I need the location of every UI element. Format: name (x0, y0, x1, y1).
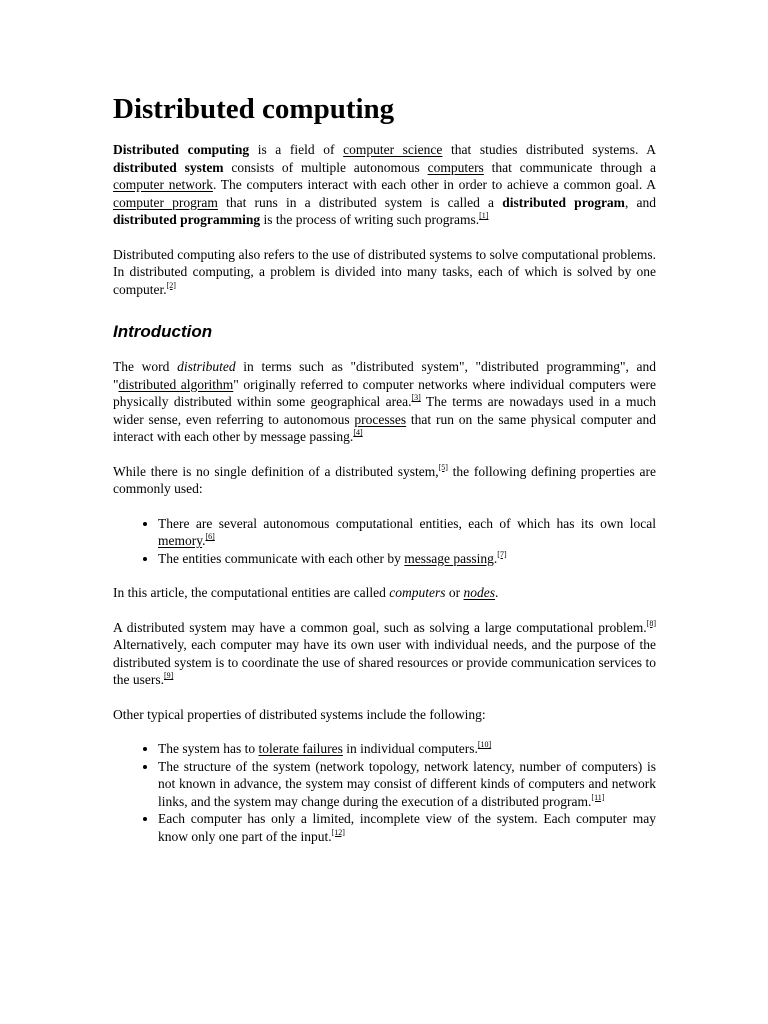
link-processes[interactable]: processes (354, 411, 407, 427)
page-title: Distributed computing (113, 93, 395, 125)
citation (478, 740, 491, 749)
citation (412, 393, 421, 402)
text: There are several autonomous computational entities, each of which has its own local (158, 515, 656, 531)
text: . (202, 533, 206, 548)
link-computer-network[interactable]: computer network (113, 177, 213, 192)
list-item (158, 758, 656, 811)
link-computer-science[interactable]: computer science (343, 142, 443, 157)
text: or (445, 585, 464, 600)
text: In this article, the computational entities are called (113, 585, 390, 600)
italic-term: computers (389, 585, 446, 600)
list-item (158, 550, 656, 568)
text: that communicate through a (483, 159, 656, 175)
list-item (158, 740, 656, 758)
citation (353, 428, 362, 437)
bold-term: distributed program (502, 194, 625, 210)
text: that run on the same physical computer and interact with each other by message passing. (113, 411, 656, 444)
citation (497, 550, 506, 559)
citation-link-4[interactable]: [4] (353, 428, 363, 437)
citation-link-3[interactable]: [3] (411, 393, 421, 402)
intro-paragraph-2 (113, 246, 656, 299)
link-distributed-algorithm[interactable]: distributed algorithm (118, 376, 234, 392)
text: consists of multiple autonomous (223, 159, 428, 175)
text: The word (113, 359, 178, 374)
text: While there is no single definition of a distributed system, (113, 463, 439, 479)
intro-paragraph-1 (113, 141, 656, 229)
introduction-paragraph-5: Other typical properties of distributed systems include the following: (113, 706, 486, 722)
bold-term: distributed system (113, 159, 224, 175)
introduction-paragraph-2 (113, 463, 656, 498)
list-item (158, 810, 656, 845)
document-page (113, 92, 656, 862)
citation (591, 793, 604, 802)
citation-link-12[interactable]: [12] (331, 827, 345, 837)
citation-link-6[interactable]: [6] (205, 532, 215, 541)
bold-term: distributed programming (113, 212, 261, 227)
link-memory[interactable]: memory (158, 533, 203, 548)
text: A distributed system may have a common goal, such as solving a large computational problem. (113, 619, 647, 635)
introduction-paragraph-4 (113, 619, 656, 689)
citation-link-1[interactable]: [1] (479, 211, 489, 220)
link-computer-program[interactable]: computer program (113, 194, 218, 210)
citation-link-9[interactable]: [9] (164, 671, 174, 680)
link-nodes[interactable]: nodes (463, 585, 496, 600)
citation-link-2[interactable]: [2] (166, 280, 176, 290)
text: Alternatively, each computer may have its own user with individual needs, and the purpose of the distributed system is to coordinate the use of shared resources or provide communication services to the users. (113, 637, 656, 687)
citation (647, 619, 656, 628)
text: Each computer has only a limited, incomplete view of the system. Each computer may know only one part of the input. (158, 811, 656, 844)
text: is a field of (249, 142, 344, 157)
citation (167, 281, 176, 290)
list-item (158, 515, 656, 550)
link-computers[interactable]: computers (427, 159, 484, 175)
text: that studies distributed systems. A (442, 142, 657, 157)
citation (164, 671, 173, 680)
citation (206, 532, 215, 541)
text: that runs in a distributed system is called a (217, 194, 503, 210)
citation-link-11[interactable]: [11] (591, 792, 605, 802)
text: , and (624, 194, 656, 210)
text: The system has to (158, 741, 259, 756)
text: . (493, 550, 498, 566)
citation (479, 211, 488, 220)
introduction-paragraph-3 (113, 584, 656, 602)
text: in terms such as "distributed system", "distributed programming", and " (113, 359, 657, 392)
citation-link-8[interactable]: [8] (646, 618, 656, 628)
text: is the process of writing such programs. (260, 212, 480, 227)
citation-link-10[interactable]: [10] (477, 740, 492, 749)
typical-properties-list (113, 740, 656, 845)
citation-link-7[interactable]: [7] (497, 549, 507, 559)
section-heading-introduction: Introduction (113, 322, 213, 341)
text: . (495, 585, 499, 600)
text: The structure of the system (network topology, network latency, number of computers) is not known in advance, the system may consist of different kinds of computers and network links, and the system may change during the execution of a distributed program. (158, 758, 656, 809)
text: The terms are nowadays used in a much wider sense, even referring to autonomous (113, 394, 656, 427)
italic-term: distributed (177, 359, 236, 374)
text: in individual computers. (342, 741, 478, 756)
citation (332, 828, 345, 837)
bold-term: Distributed computing (113, 142, 250, 157)
introduction-paragraph-1 (113, 358, 656, 446)
citation-link-5[interactable]: [5] (438, 462, 448, 472)
text: The entities communicate with each other by (158, 550, 405, 566)
link-message-passing[interactable]: message passing (404, 550, 494, 566)
defining-properties-list (113, 515, 656, 568)
text: Distributed computing also refers to the use of distributed systems to solve computational problems. In distributed computing, a problem is divided into many tasks, each of which is solved by one computer. (113, 246, 656, 297)
link-tolerate-failures[interactable]: tolerate failures (258, 741, 343, 756)
citation (439, 463, 448, 472)
text: the following defining properties are commonly used: (113, 463, 656, 496)
text: . The computers interact with each other in order to achieve a common goal. A (212, 177, 656, 192)
text: " originally referred to computer networks where individual computers were physically distributed within some geographical area. (113, 376, 656, 409)
